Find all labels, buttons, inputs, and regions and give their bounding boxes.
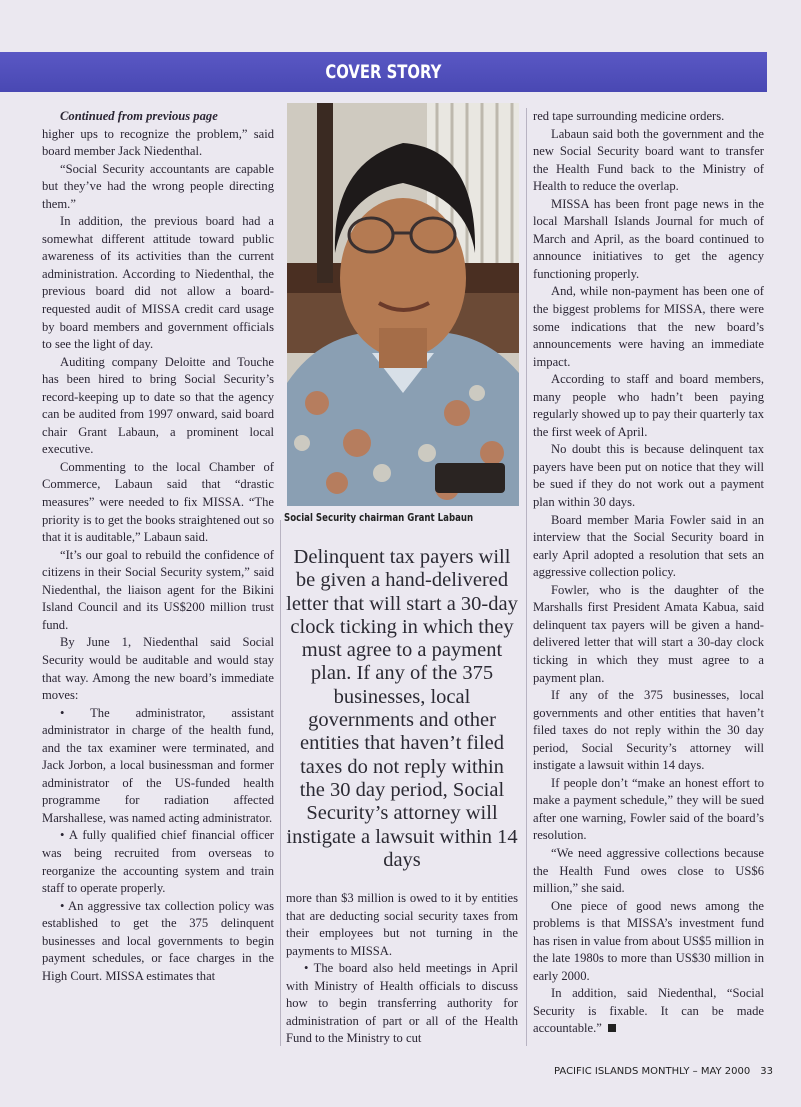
bullet-paragraph: • The board also held meetings in April with Ministry of Health officials to discuss how to begin transferring authority for administration of part or all of the Health Fund to the Ministry to cut	[286, 961, 518, 1046]
paragraph: According to staff and board members, many people who hadn’t been paying regularly showed up to pay their quarterly tax the first week of April.	[533, 372, 764, 439]
page-footer	[554, 1066, 773, 1077]
paragraph: Labaun said both the government and the new Social Security board want to transfer the Health Fund back to the Ministry of Health to reduce the overlap.	[533, 126, 764, 194]
section-banner	[0, 52, 767, 92]
end-of-article-mark	[608, 1024, 616, 1032]
paragraph	[533, 985, 764, 1038]
paragraph: And, while non-payment has been one of the biggest problems for MISSA, there were some indications that the new board’s announcements were having an immediate impact.	[533, 284, 764, 369]
paragraph: “Social Security accountants are capable but they’ve had the wrong people directing them.”	[42, 161, 274, 211]
page-number: 33	[760, 1066, 773, 1077]
column-rule	[280, 520, 281, 1046]
paragraph: In addition, the previous board had a somewhat different attitude toward public awareness of its activities than the current administration. According to Niedenthal, the previous board did not allow a board-requested audit of MISSA credit card usage by board members and government officials to see the light of day.	[42, 214, 274, 352]
portrait-illustration	[287, 103, 519, 506]
photo-caption: Social Security chairman Grant Labaun	[284, 512, 474, 524]
article-column-2	[286, 890, 518, 1048]
paragraph: “We need aggressive collections because the Health Fund owes close to US$6 million,” she said.	[533, 845, 764, 896]
article-column-3	[533, 108, 764, 1038]
paragraph: more than $3 million is owed to it by entities that are deducting social security taxes from their employees but not turning in the payments to MISSA.	[286, 891, 518, 958]
paragraph: Fowler, who is the daughter of the Marshalls first President Amata Kabua, said delinquent tax payers will be given a hand-delivered letter that will start a 30-day clock ticking in which they must agree to a payment plan.	[533, 582, 764, 685]
continued-note: Continued from previous page	[60, 109, 218, 123]
bullet-paragraph: • A fully qualified chief financial officer was being recruited from overseas to reorganize the accounting system and train staff to operate properly.	[42, 828, 274, 896]
paragraph: By June 1, Niedenthal said Social Security would be auditable and would stay that way. Among the new board’s immediate moves:	[42, 635, 274, 703]
paragraph: MISSA has been front page news in the local Marshall Islands Journal for much of March and April, as the board continued to announce initiatives to get the agency functioning properly.	[533, 196, 764, 281]
paragraph: higher ups to recognize the problem,” said board member Jack Niedenthal.	[42, 126, 274, 159]
paragraph: No doubt this is because delinquent tax payers have been put on notice that they will be sued if they do not work out a payment plan within 30 days.	[533, 442, 764, 510]
paragraph: If any of the 375 businesses, local governments and other entities that haven’t filed taxes do not reply within the 30 day period, Social Security’s attorney will instigate a lawsuit within 14 days.	[533, 688, 764, 773]
paragraph: Commenting to the local Chamber of Commerce, Labaun said that “drastic measures” were needed to fix MISSA. “The priority is to get the books straightened out so that it is auditable,” Labaun said.	[42, 459, 274, 545]
closing-paragraph-text: In addition, said Niedenthal, “Social Security is fixable. It can be made accountable.”	[533, 986, 764, 1036]
paragraph: Auditing company Deloitte and Touche has been hired to bring Social Security’s record-keeping up to date so that the agency can be audited from 1997 onward, said board chair Grant Labaun, a prominent local executive.	[42, 354, 274, 457]
bullet-paragraph: • The administrator, assistant administrator in charge of the health fund, and the tax examiner were terminated, and Jack Jorbon, a local businessman and former administrator of the US-funded health programme for radiation affected Marshallese, was named acting administrator.	[42, 705, 274, 825]
publication-line: PACIFIC ISLANDS MONTHLY – MAY 2000	[554, 1066, 751, 1077]
article-column-1	[42, 108, 274, 985]
bullet-paragraph: • An aggressive tax collection policy was established to get the 375 delinquent businesses and local governments to begin payment schedules, or face charges in the High Court. MISSA estimates that	[42, 898, 274, 983]
portrait-photo	[287, 103, 519, 506]
column-rule	[526, 108, 527, 1046]
paragraph: red tape surrounding medicine orders.	[533, 109, 725, 123]
pull-quote: Delinquent tax payers will be given a hand-delivered letter that will start a 30-day clock ticking in which they must agree to a payment plan. If any of the 375 businesses, local governments and other entities that haven’t filed taxes do not reply within the 30 day period, Social Security’s attorney will instigate a lawsuit within 14 days	[286, 546, 518, 871]
paragraph: One piece of good news among the problems is that MISSA’s investment fund has risen in value from about US$5 million in the late 1980s to more than US$30 million in early 2000.	[533, 898, 764, 983]
paragraph: “It’s our goal to rebuild the confidence of citizens in their Social Security system,” said Niedenthal, the liaison agent for the Bikini Island Council and its US$200 million trust fund.	[42, 547, 274, 632]
paragraph: Board member Maria Fowler said in an interview that the Social Security board in early April adopted a resolution that sets an aggressive collection policy.	[533, 512, 764, 580]
paragraph: If people don’t “make an honest effort to make a payment schedule,” they will be sued after one warning, Fowler said of the board’s resolution.	[533, 775, 764, 843]
section-title: COVER STORY	[325, 61, 442, 83]
